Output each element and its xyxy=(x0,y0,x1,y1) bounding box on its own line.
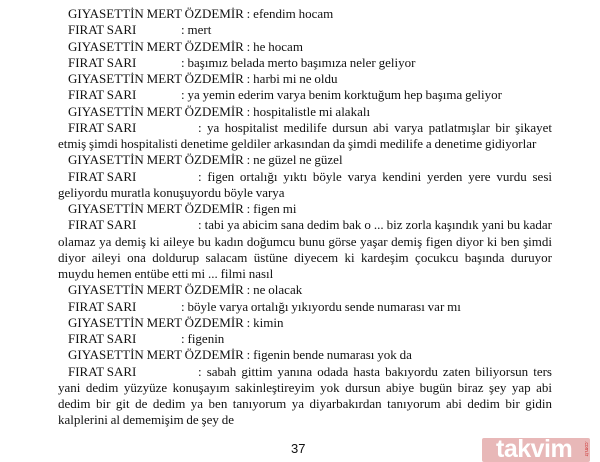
utterance-text: efendim hocam xyxy=(253,6,334,21)
speaker-giyasettin: GIYASETTİN MERT ÖZDEMİR : xyxy=(68,201,251,216)
utterance-text: sabah gittim yanına odada hasta bakıyordu zaten biliyorsun ters yani dedim yüzyüze konuşayım sakinleştireyim yok dursun abiye bugün biraz şey yap abi dedim bir git de dedim ya ben tanıyorum ya diyarbakırdan tanıyorum abi dedim bir gidin kalplerini al dememişim de şey de xyxy=(58,363,552,428)
transcript-line xyxy=(58,104,552,120)
watermark-text: takvim xyxy=(496,438,573,462)
transcript-line xyxy=(58,39,552,55)
transcript-line xyxy=(58,331,552,347)
speaker-firat: FIRAT SARI xyxy=(68,363,137,379)
transcript-line xyxy=(58,22,552,38)
speaker-giyasettin: GIYASETTİN MERT ÖZDEMİR : xyxy=(68,6,251,21)
speaker-colon: : xyxy=(181,298,185,314)
transcript-line xyxy=(58,364,552,429)
transcript-line xyxy=(58,120,552,153)
utterance-text: tabi ya abicim sana dedim bak o ... biz zorla kaşındık yani bu kadar olamaz ya demiş ki aileye bu kadın doğumcu bunu görse yaşar demiş figen diyor ki ben şimdi diyor aileyi ona doldurup salacam üstüne diyecem ki kardeşim çocukcu başında duruyor muydu hemen entübe etti mi ... filmi nasıl xyxy=(58,217,553,281)
utterance-text: figenin xyxy=(187,331,225,346)
page-number: 37 xyxy=(291,441,306,456)
speaker-giyasettin: GIYASETTİN MERT ÖZDEMİR : xyxy=(68,347,251,363)
utterance-text: mert xyxy=(187,22,212,38)
utterance-text: ya hospitalist medilife dursun abi varya patlatmışlar bir şikayet etmiş şimdi hospitalisti denetime geldiler arkasından da şimdi medilife a denetime gidiyorlar xyxy=(58,119,552,151)
utterance-text: kimin xyxy=(253,314,284,330)
utterance-text: figen ortalığı yıktı böyle varya kendini yerden yere vurdu sesi geliyordu muratla konuşuyordu böyle varya xyxy=(58,168,552,200)
transcript-line xyxy=(58,217,552,282)
utterance-text: ne güzel ne güzel xyxy=(253,152,343,168)
speaker-firat: FIRAT SARI xyxy=(68,22,137,38)
utterance-text: ya yemin ederim varya benim korktuğum hep başıma geliyor xyxy=(187,87,502,103)
speaker-firat: FIRAT SARI xyxy=(68,87,137,103)
transcript xyxy=(58,6,552,429)
transcript-line xyxy=(58,201,552,217)
speaker-firat: FIRAT SARI xyxy=(68,54,137,70)
utterance-text: figen mi xyxy=(253,201,297,216)
speaker-giyasettin: GIYASETTİN MERT ÖZDEMİR : xyxy=(68,282,251,298)
utterance-text: he hocam xyxy=(253,38,303,54)
transcript-line xyxy=(58,55,552,71)
speaker-colon: : xyxy=(181,331,185,346)
utterance-text: harbi mi ne oldu xyxy=(253,71,338,86)
speaker-firat: FIRAT SARI xyxy=(68,298,137,314)
transcript-line xyxy=(58,71,552,87)
transcript-line xyxy=(58,152,552,168)
transcript-line xyxy=(58,347,552,363)
speaker-firat: FIRAT SARI xyxy=(68,168,137,184)
speaker-colon: : xyxy=(181,22,185,38)
transcript-line xyxy=(58,87,552,103)
speaker-colon: : xyxy=(198,119,202,135)
takvim-watermark-logo xyxy=(482,438,590,462)
utterance-text: ne olacak xyxy=(253,282,303,298)
speaker-firat: FIRAT SARI xyxy=(68,331,137,346)
transcript-line xyxy=(58,6,552,22)
speaker-firat: FIRAT SARI xyxy=(68,217,137,233)
transcript-line xyxy=(58,315,552,331)
utterance-text: böyle varya ortalığı yıkıyordu sende numarası var mı xyxy=(187,298,461,314)
speaker-giyasettin: GIYASETTİN MERT ÖZDEMİR : xyxy=(68,38,251,54)
speaker-giyasettin: GIYASETTİN MERT ÖZDEMİR : xyxy=(68,152,251,168)
utterance-text: hospitalistle mi alakalı xyxy=(253,103,371,119)
speaker-giyasettin: GIYASETTİN MERT ÖZDEMİR : xyxy=(68,314,251,330)
utterance-text: başımız belada merto başımıza neler geliyor xyxy=(187,54,416,70)
speaker-colon: : xyxy=(181,87,185,103)
speaker-giyasettin: GIYASETTİN MERT ÖZDEMİR : xyxy=(68,103,251,119)
speaker-colon: : xyxy=(198,363,202,379)
transcript-line xyxy=(58,299,552,315)
speaker-colon: : xyxy=(198,168,202,184)
watermark-domain: .com.tr xyxy=(583,441,589,457)
transcript-line xyxy=(58,282,552,298)
utterance-text: figenin bende numarası yok da xyxy=(253,347,412,363)
transcript-line xyxy=(58,169,552,202)
speaker-giyasettin: GIYASETTİN MERT ÖZDEMİR : xyxy=(68,71,251,86)
speaker-colon: : xyxy=(198,217,202,233)
speaker-colon: : xyxy=(181,54,185,70)
speaker-firat: FIRAT SARI xyxy=(68,119,137,135)
